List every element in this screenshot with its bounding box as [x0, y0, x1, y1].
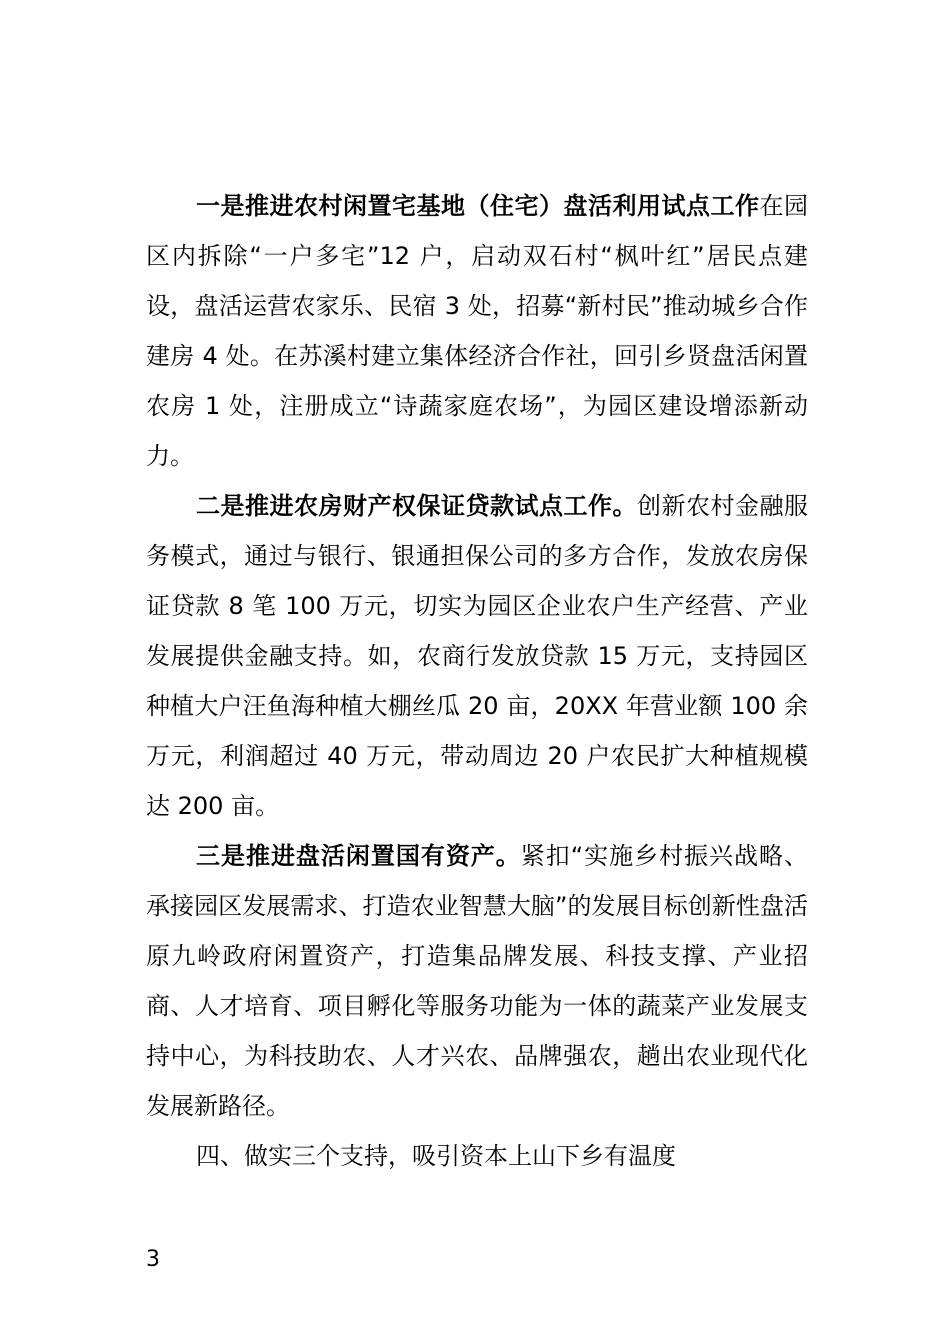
page-number: 3 — [146, 1247, 160, 1272]
paragraph-2-body: 创新农村金融服务模式，通过与银行、银通担保公司的多方合作，发放农房保证贷款 8 笔 100 万元，切实为园区企业农户生产经营、产业发展提供金融支持。如，农商行发放贷款 15 万元，支持园区种植大户汪鱼海种植大棚丝瓜 20 亩，20XX 年营业额 100 余万元，利润超过 40 万元，带动周边 20 户农民扩大种植规模达 200 亩。 — [146, 492, 808, 820]
paragraph-1-lead: 一是推进农村闲置宅基地（住宅）盘活利用试点工作 — [196, 192, 760, 220]
paragraph-3 — [146, 831, 808, 1131]
paragraph-3-body: 紧扣“实施乡村振兴战略、承接园区发展需求、打造农业智慧大脑”的发展目标创新性盘活原九岭政府闲置资产，打造集品牌发展、科技支撑、产业招商、人才培育、项目孵化等服务功能为一体的蔬菜产业发展支持中心，为科技助农、人才兴农、品牌强农，趟出农业现代化发展新路径。 — [146, 842, 808, 1120]
paragraph-2-lead: 二是推进农房财产权保证贷款试点工作。 — [196, 492, 637, 520]
paragraph-2 — [146, 481, 808, 831]
paragraph-3-lead: 三是推进盘活闲置国有资产。 — [196, 842, 521, 870]
document-body — [146, 181, 808, 1181]
paragraph-1 — [146, 181, 808, 481]
section-heading: 四、做实三个支持，吸引资本上山下乡有温度 — [196, 1142, 676, 1170]
paragraph-1-body: 在园区内拆除“一户多宅”12 户，启动双石村“枫叶红”居民点建设，盘活运营农家乐、民宿 3 处，招募“新村民”推动城乡合作建房 4 处。在苏溪村建立集体经济合作社，回引乡贤盘活闲置农房 1 处，注册成立“诗蔬家庭农场”，为园区建设增添新动力。 — [146, 192, 808, 470]
